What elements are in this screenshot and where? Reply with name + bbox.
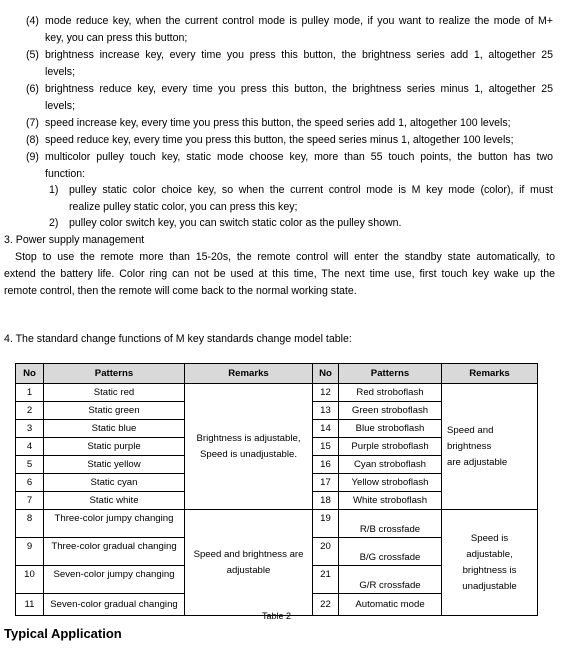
table-row [16, 510, 538, 538]
list-line: multicolor pulley touch key, static mode choose key, more than 55 touch points, the button has two [45, 151, 553, 163]
cell-pattern: Yellow stroboflash [339, 474, 442, 492]
cell-pattern: Three-color jumpy changing [44, 510, 185, 538]
cell-no: 16 [313, 456, 339, 474]
list-line: levels; [45, 66, 76, 78]
sublist-line: pulley color switch key, you can switch static color as the pulley shown. [69, 217, 402, 229]
remark-line: adjustable, [466, 548, 513, 560]
section-3-title: 3. Power supply management [4, 234, 145, 246]
cell-no: 2 [16, 402, 44, 420]
remark-line: adjustable [226, 564, 271, 576]
remark-line: Speed is unadjustable. [199, 448, 298, 460]
cell-pattern: Static cyan [44, 474, 185, 492]
table-row [16, 384, 538, 402]
cell-pattern: Green stroboflash [339, 402, 442, 420]
cell-remarks [185, 510, 313, 616]
cell-pattern: Static blue [44, 420, 185, 438]
cell-no: 13 [313, 402, 339, 420]
cell-remarks [442, 510, 538, 616]
cell-no: 15 [313, 438, 339, 456]
cell-no: 17 [313, 474, 339, 492]
section-3-paragraph: Stop to use the remote more than 15-20s, the remote control will enter the standby state automatically, to [15, 251, 555, 263]
col-header-patterns: Patterns [339, 364, 442, 384]
cell-pattern: Static purple [44, 438, 185, 456]
sublist-num: 2) [49, 217, 59, 229]
sublist-num: 1) [49, 184, 59, 196]
cell-pattern: Seven-color gradual changing [44, 594, 185, 616]
list-line: brightness reduce key, every time you press this button, the brightness series minus 1, altogether 25 [45, 83, 553, 95]
cell-remarks [185, 384, 313, 510]
cell-pattern: Red stroboflash [339, 384, 442, 402]
cell-pattern: G/R crossfade [339, 566, 442, 594]
list-num: (5) [26, 49, 39, 61]
table-caption: Table 2 [262, 611, 292, 621]
section-3-paragraph: extend the battery life. Color ring can not be used at this time, The next time use, first touch key wake up the [4, 268, 555, 280]
list-line: speed reduce key, every time you press this button, the speed series minus 1, altogether 100 levels; [45, 134, 514, 146]
cell-no: 11 [16, 594, 44, 616]
list-line: mode reduce key, when the current control mode is pulley mode, if you want to realize the mode of M+ [45, 15, 553, 27]
table-header-row [16, 364, 538, 384]
cell-pattern: Cyan stroboflash [339, 456, 442, 474]
cell-pattern: Static yellow [44, 456, 185, 474]
remark-line: Speed is [470, 532, 509, 544]
cell-pattern: Blue stroboflash [339, 420, 442, 438]
list-num: (8) [26, 134, 39, 146]
cell-no: 22 [313, 594, 339, 616]
list-line: brightness increase key, every time you press this button, the brightness series add 1, altogether 25 [45, 49, 553, 61]
cell-no: 18 [313, 492, 339, 510]
cell-no: 20 [313, 538, 339, 566]
mode-table [15, 363, 538, 616]
cell-no: 4 [16, 438, 44, 456]
cell-no: 9 [16, 538, 44, 566]
section-4-title: 4. The standard change functions of M key standards change model table: [4, 333, 352, 345]
cell-no: 12 [313, 384, 339, 402]
col-header-remarks: Remarks [185, 364, 313, 384]
list-line: speed increase key, every time you press this button, the speed series add 1, altogether 100 levels; [45, 117, 511, 129]
col-header-patterns: Patterns [44, 364, 185, 384]
list-num: (7) [26, 117, 39, 129]
cell-pattern: Static red [44, 384, 185, 402]
cell-pattern: Static green [44, 402, 185, 420]
section-heading: Typical Application [4, 626, 122, 641]
cell-pattern: Seven-color jumpy changing [44, 566, 185, 594]
cell-no: 7 [16, 492, 44, 510]
col-header-remarks: Remarks [442, 364, 538, 384]
sublist-line: realize pulley static color, you can press this key; [69, 201, 298, 213]
cell-remarks [442, 384, 538, 510]
sublist-line: pulley static color choice key, so when the current control mode is M key mode (color), if must [69, 184, 553, 196]
cell-no: 1 [16, 384, 44, 402]
remark-line: brightness [447, 440, 492, 452]
list-num: (9) [26, 151, 39, 163]
remark-line: Brightness is adjustable, [196, 432, 301, 444]
col-header-no: No [16, 364, 44, 384]
cell-pattern: R/B crossfade [339, 510, 442, 538]
list-num: (4) [26, 15, 39, 27]
remark-line: unadjustable [462, 580, 517, 592]
col-header-no: No [313, 364, 339, 384]
cell-no: 8 [16, 510, 44, 538]
cell-no: 21 [313, 566, 339, 594]
cell-no: 6 [16, 474, 44, 492]
cell-pattern: B/G crossfade [339, 538, 442, 566]
section-3-paragraph: remote control, then the remote will come back to the normal working state. [4, 285, 357, 297]
cell-no: 19 [313, 510, 339, 538]
cell-pattern: Static white [44, 492, 185, 510]
remark-line: brightness is [462, 564, 517, 576]
list-line: key, you can press this button; [45, 32, 188, 44]
cell-no: 3 [16, 420, 44, 438]
remark-line: Speed and [447, 424, 494, 436]
list-num: (6) [26, 83, 39, 95]
cell-pattern: Three-color gradual changing [44, 538, 185, 566]
cell-no: 10 [16, 566, 44, 594]
cell-pattern: Purple stroboflash [339, 438, 442, 456]
cell-no: 14 [313, 420, 339, 438]
remark-line: are adjustable [447, 456, 508, 468]
list-line: levels; [45, 100, 76, 112]
remark-line: Speed and brightness are [193, 548, 304, 560]
list-line: function: [45, 168, 86, 180]
cell-no: 5 [16, 456, 44, 474]
cell-pattern: White stroboflash [339, 492, 442, 510]
cell-pattern: Automatic mode [339, 594, 442, 616]
